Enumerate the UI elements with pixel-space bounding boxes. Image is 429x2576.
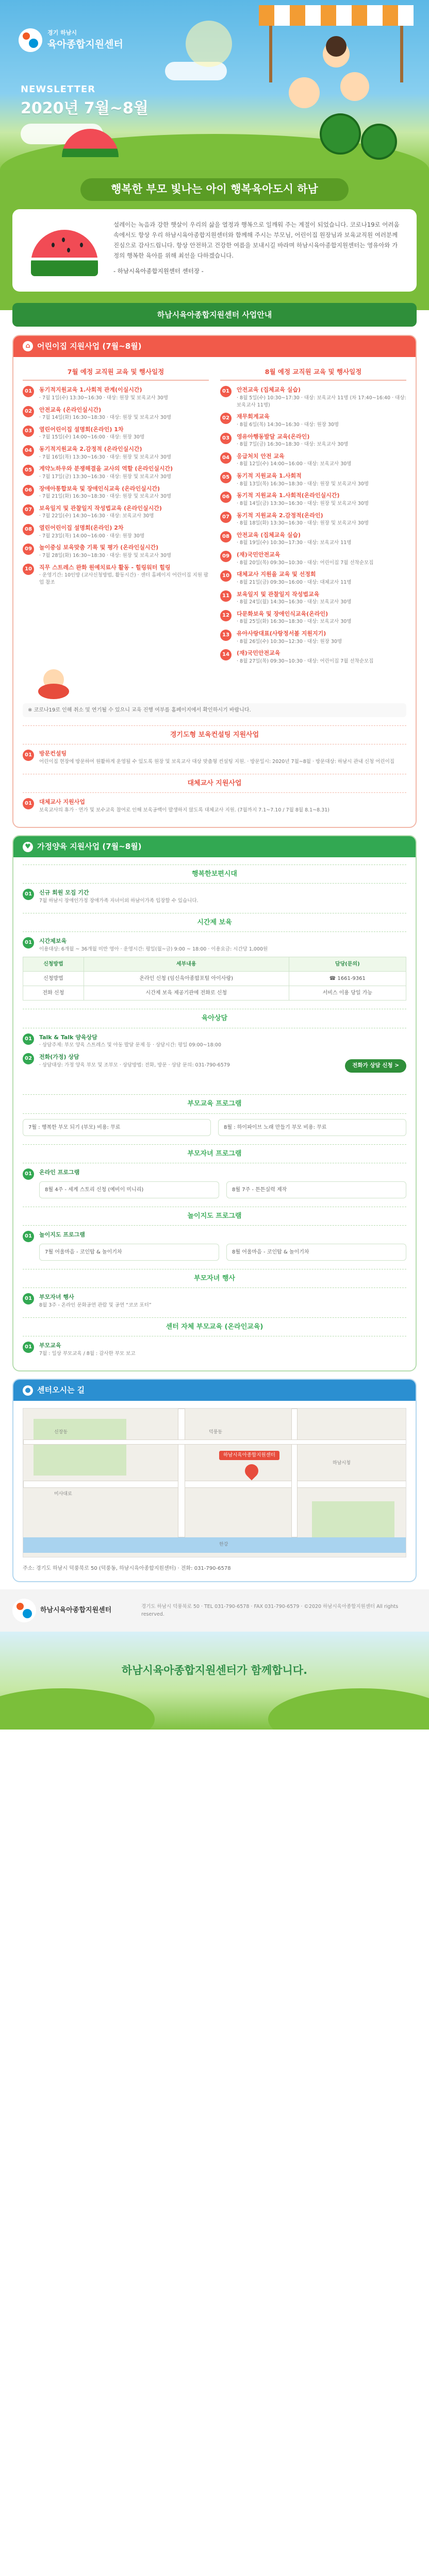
item-title: 동기적 지원교육 1.사회적 bbox=[237, 472, 302, 480]
logo-name: 육아종합지원센터 bbox=[47, 39, 123, 50]
directions-section bbox=[12, 1379, 417, 1582]
item-title: 놀이중심 보육맞춤 기록 및 평가 (온라인실시간) bbox=[39, 544, 159, 551]
schedule-item bbox=[220, 413, 406, 428]
item-number: 05 bbox=[220, 472, 232, 483]
item-detail: · 7월 1일(수) 13:30~16:30 · 대상: 원장 및 보육교사 30명 bbox=[39, 395, 169, 401]
footer bbox=[0, 1589, 429, 1632]
address-text: 주소: 경기도 하남시 덕풍북로 50 (덕풍동, 하남시육아종합지원센터) · 전화: 031-790-6578 bbox=[23, 1565, 231, 1571]
schedule-item bbox=[220, 472, 406, 487]
item-number: 01 bbox=[23, 1231, 34, 1242]
schedule-item bbox=[220, 531, 406, 547]
item-number: 09 bbox=[220, 551, 232, 562]
item-number: 09 bbox=[23, 544, 34, 555]
schedule-item bbox=[220, 433, 406, 448]
child-illustration bbox=[340, 72, 369, 101]
watermelon-slice-icon bbox=[26, 219, 103, 281]
item-number: 10 bbox=[23, 564, 34, 575]
consulting-title: 경기도형 보육컨설팅 지원사업 bbox=[23, 725, 406, 745]
schedule-item bbox=[220, 386, 406, 409]
item-title: 동기적 지원교육 2.감정적(온라인) bbox=[237, 512, 323, 519]
item-title: 열린어린이집 설명회(온라인) 1차 bbox=[39, 426, 124, 433]
intro-title: 행복한 부모 빛나는 아이 행복육아도시 하남 bbox=[80, 178, 349, 201]
item-number: 10 bbox=[220, 570, 232, 582]
table-header: 세부내용 bbox=[84, 957, 289, 972]
schedule-item bbox=[220, 590, 406, 606]
item-detail: · 8월 6일(목) 14:30~16:30 · 대상: 원장 30명 bbox=[237, 421, 339, 428]
item-title: 동기적지원교육 1.사회적 관계(이실시간) bbox=[39, 386, 142, 394]
logo-icon bbox=[19, 28, 42, 52]
item-detail: · 7월 28일(화) 16:30~18:30 · 대상: 원장 및 보육교사 30명 bbox=[39, 552, 172, 558]
item-number: 01 bbox=[23, 889, 34, 900]
item-detail: · 8월 18일(화) 13:30~16:30 · 대상: 원장 및 보육교사 30명 bbox=[237, 520, 369, 527]
item-detail: 8월 3주 - 온라인 문화공연 관람 및 공연 “코코 포터” bbox=[39, 1302, 152, 1308]
item-number: 01 bbox=[23, 1033, 34, 1045]
august-schedule-list bbox=[220, 386, 406, 665]
section-title: 센터오시는 길 bbox=[37, 1385, 85, 1395]
program-box: 7월 : 행복한 부모 되기 (부모) 비용: 무료 bbox=[23, 1119, 211, 1136]
item-number: 01 bbox=[23, 750, 34, 761]
item-title: Talk & Talk 양육상담 bbox=[39, 1033, 97, 1041]
schedule-item bbox=[220, 570, 406, 586]
watermelon-icon bbox=[320, 113, 361, 155]
cancel-notice: ※ 코로나19로 인해 취소 및 연기될 수 있으니 교육 진행 여부를 홈페이지에서 확인하시기 바랍니다. bbox=[23, 703, 406, 717]
item-detail: · 8월 13일(목) 16:30~18:30 · 대상: 원장 및 보육교사 30명 bbox=[237, 481, 369, 487]
schedule-item bbox=[220, 610, 406, 625]
schedule-item bbox=[220, 649, 406, 665]
item-detail: · 7월 15일(수) 14:00~16:00 · 대상: 원장 30명 bbox=[39, 434, 145, 440]
item-number: 01 bbox=[23, 937, 34, 948]
item-detail: · 8월 5일(수) 10:30~17:30 · 대상: 보육교사 11명 (차 17:40~16:40 · 대상: 보육교사 11명) bbox=[237, 395, 406, 408]
grass-hill bbox=[0, 1688, 155, 1730]
item-title: 대체교사 지원을 교육 및 선정회 bbox=[237, 571, 316, 578]
item-detail: · 상담주제: 부모 양육 스트레스 및 아동 발달 문제 등 · 상담시간: 평일 09:00~18:00 bbox=[39, 1042, 222, 1048]
item-number: 01 bbox=[23, 386, 34, 397]
section-title: 가정양육 지원사업 (7월~8월) bbox=[37, 842, 142, 852]
grass-hill bbox=[268, 1688, 429, 1730]
item-number: 07 bbox=[220, 512, 232, 523]
item-number: 02 bbox=[220, 413, 232, 424]
schedule-item bbox=[23, 524, 209, 539]
schedule-item bbox=[23, 406, 209, 421]
family-event-title: 부모자녀 행사 bbox=[23, 1269, 406, 1289]
schedule-item bbox=[23, 445, 209, 461]
intro-section bbox=[0, 170, 429, 310]
intro-signature: - 하남시육아종합지원센터 센터장 - bbox=[113, 267, 204, 275]
item-number: 01 bbox=[23, 1342, 34, 1353]
item-detail: 7월 하남시 장애인가정 장애가족 자녀이외 하남이가족 입장할 수 있습니다. bbox=[39, 897, 199, 904]
watermelon-icon bbox=[361, 124, 397, 160]
item-number: 06 bbox=[23, 485, 34, 496]
item-title: 안전교육 (집체교육 실습) bbox=[237, 531, 301, 538]
schedule-item bbox=[23, 544, 209, 559]
logo-city: 경기 하남시 bbox=[47, 29, 77, 36]
item-number: 04 bbox=[220, 452, 232, 464]
item-detail: · 8월 24일(월) 14:30~16:30 · 대상: 보육교사 30명 bbox=[237, 599, 352, 605]
membership-title: 행복한보편시대 bbox=[23, 865, 406, 884]
table-header: 신청방법 bbox=[23, 957, 84, 972]
map-label: 신장동 bbox=[54, 1429, 68, 1435]
family-support-section bbox=[12, 835, 417, 1371]
map-label: 덕풍동 bbox=[209, 1429, 223, 1435]
program-banner: 하남시육아종합지원센터 사업안내 bbox=[12, 303, 417, 327]
item-title: 부모자녀 행사 bbox=[39, 1294, 74, 1301]
item-detail: · 7월 14일(화) 16:30~18:30 · 대상: 원장 및 보육교사 30명 bbox=[39, 415, 172, 421]
item-number: 01 bbox=[23, 1168, 34, 1180]
item-title: 영유아행동발달 교육(온라인) bbox=[237, 433, 310, 440]
schedule-item bbox=[220, 492, 406, 507]
item-number: 08 bbox=[220, 531, 232, 543]
program-box: 8월 어울마음 - 코인탑 & 놀이기차 bbox=[226, 1244, 406, 1261]
item-number: 03 bbox=[23, 426, 34, 437]
drum-kids-illustration bbox=[23, 669, 406, 700]
item-number: 01 bbox=[23, 1293, 34, 1304]
item-title: 놀이지도 프로그램 bbox=[39, 1231, 85, 1239]
item-title: 재무회계교육 bbox=[237, 413, 270, 420]
item-detail: · 8월 21일(금) 09:30~16:00 · 대상: 대체교사 11명 bbox=[237, 579, 352, 585]
item-detail: 7월 : 일상 부모교육 / 8월 : 감사한 부모 보고 bbox=[39, 1350, 136, 1357]
item-number: 06 bbox=[220, 492, 232, 503]
item-detail: 이용대상: 6개월 ~ 36개월 미만 영아 · 운영시간: 평일(월~금) 9:00 ~ 18:00 · 이용요금: 시간당 1,000원 bbox=[39, 946, 268, 952]
parent-child-program-title: 부모자녀 프로그램 bbox=[23, 1144, 406, 1164]
substitute-teacher-title: 대체교사 지원사업 bbox=[23, 774, 406, 793]
program-box: 7월 어울마음 - 코인탑 & 놀이기차 bbox=[39, 1244, 219, 1261]
item-detail: 어린이집 현장에 방문하여 원활하게 운영될 수 있도록 원장 및 보육교사 대상 맞춤형 컨설팅 지원. · 방문일시: 2020년 7월~8월 · 방문대상: 하남시 관내 신청 어린이집 bbox=[39, 758, 394, 765]
table-row: 전화 신청 시간제 보육 제공기관에 전화로 신청 서비스 이용 당일 가능 bbox=[23, 986, 406, 1001]
item-detail: 보육교사의 휴가 · 연가 및 보수교육 참여로 인해 보육공백이 발생하지 않도록 대체교사 지원. (7월까지 7.1~7.10 / 7월 8월 8.1~8.31) bbox=[39, 807, 330, 813]
item-title: 동기적 지원교육 1.사회적(온라인실시간) bbox=[237, 492, 340, 499]
item-detail: · 상담대상: 가정 양육 부모 및 조부모 · 상담방법: 전화, 방문 · 상담 문의: 031-790-6579 bbox=[39, 1062, 230, 1068]
item-title: 유아사랑대표(사랑정서볼 지원지기) bbox=[237, 630, 326, 637]
item-number: 03 bbox=[220, 433, 232, 444]
map-pin-icon[interactable] bbox=[242, 1461, 261, 1480]
item-title: 열린어린이집 설명회(온라인) 2차 bbox=[39, 524, 124, 532]
intro-message: 설레이는 녹음과 강한 햇살이 우리의 삶을 열정과 행복으로 일깨워 주는 계절이 되었습니다. 코로나19로 어려움 속에서도 항상 우리 하남시육아종합지원센터와 함께해 주시는 부모님, 어린이집 원장님과 보육교직원 여러분께 진심으로 감사드립니다. 항상 안전하고 건강한 여름을 보내시길 바라며 하남시육아종합지원센터는 영유아와 가정의 행복한 육아를 위해 최선을 다하겠습니다. bbox=[113, 221, 400, 259]
item-detail: · 8월 26일(수) 10:30~12:30 · 대상: 원장 30명 bbox=[237, 638, 342, 645]
map-label: 미사대로 bbox=[54, 1491, 72, 1497]
footer-org-name: 하남시육아종합지원센터 bbox=[40, 1606, 112, 1615]
item-title: 시간제보육 bbox=[39, 938, 67, 945]
item-title: 대체교사 지원사업 bbox=[39, 799, 85, 805]
parent-education-title: 부모교육 프로그램 bbox=[23, 1094, 406, 1114]
item-detail: · 7월 16일(목) 13:30~16:30 · 대상: 원장 및 보육교사 30명 bbox=[39, 454, 172, 460]
bottom-illustration bbox=[0, 1632, 429, 1730]
footer-info: 경기도 하남시 덕풍북로 50 · TEL 031-790-6578 · FAX 031-790-6579 · ©2020 하남시육아종합지원센터 All rights reserved. bbox=[141, 1603, 399, 1617]
table-header: 담당(문의) bbox=[289, 957, 406, 972]
map-label: 하남시청 bbox=[333, 1460, 351, 1466]
child-illustration bbox=[289, 77, 320, 108]
item-detail: · 8월 12일(수) 14:00~16:00 · 대상: 보육교사 30명 bbox=[237, 461, 352, 467]
august-schedule-title: 8월 예정 교직원 교육 및 행사일정 bbox=[220, 364, 406, 381]
item-number: 14 bbox=[220, 649, 232, 660]
item-detail: · 8월 7일(금) 16:30~18:30 · 대상: 보육교사 30명 bbox=[237, 442, 349, 448]
hourly-care-title: 시간제 보육 bbox=[23, 913, 406, 933]
item-number: 11 bbox=[220, 590, 232, 602]
item-number: 02 bbox=[23, 406, 34, 417]
hero-banner bbox=[0, 0, 429, 170]
item-number: 07 bbox=[23, 504, 34, 516]
newsletter-label: NEWSLETTER bbox=[21, 84, 96, 95]
program-box: 8월 : 하이파이브 노래 만들기 부모 비용: 무료 bbox=[218, 1119, 406, 1136]
item-title: 신규 회원 모집 기간 bbox=[39, 889, 89, 896]
item-title: 계약노하우와 분쟁해결을 교사의 역할 (온라인실시간) bbox=[39, 465, 173, 472]
item-title: 보육일지 및 관찰일지 작성법교육 bbox=[237, 590, 320, 598]
map-pin-icon: ● bbox=[23, 1385, 33, 1396]
schedule-item bbox=[23, 564, 209, 586]
logo-icon bbox=[12, 1599, 36, 1622]
item-title: 방문컨설팅 bbox=[39, 750, 67, 757]
item-detail: · 8월 20일(목) 09:30~10:30 · 대상: 어린이집 7월 선착순모집 bbox=[237, 560, 374, 566]
item-number: 01 bbox=[23, 798, 34, 809]
item-number: 04 bbox=[23, 445, 34, 456]
item-detail: · 8월 27일(목) 09:30~10:30 · 대상: 어린이집 7월 선착순모집 bbox=[237, 658, 374, 664]
item-detail: · 8월 14일(금) 13:30~16:30 · 대상: 원장 및 보육교사 30명 bbox=[237, 500, 369, 506]
program-box: 8월 4주 - 세계 스토리 신청 (예비이 미니리) bbox=[39, 1181, 219, 1198]
item-title: 장애아통합보육 및 장애인식교육 (온라인실시간) bbox=[39, 485, 160, 492]
item-title: 부모교육 bbox=[39, 1342, 61, 1349]
item-detail: · 8월 19일(수) 10:30~17:30 · 대상: 보육교사 11명 bbox=[237, 540, 352, 546]
table-row: 신청방법 온라인 신청 (임신육아종합포털 아이사랑) ☎ 1661-9361 bbox=[23, 972, 406, 986]
item-title: 온라인 프로그램 bbox=[39, 1169, 80, 1176]
house-icon: ⌂ bbox=[23, 341, 33, 351]
family-icon: ♥ bbox=[23, 842, 33, 852]
online-education-title: 센터 자체 부모교육 (온라인교육) bbox=[23, 1317, 406, 1337]
item-title: 보육일지 및 관찰일지 작성법교육 (온라인실시간) bbox=[39, 504, 162, 512]
item-detail: · 7월 22일(수) 14:30~16:30 · 대상: 보육교사 30명 bbox=[39, 513, 154, 519]
item-number: 02 bbox=[23, 1053, 34, 1064]
daycare-support-section bbox=[12, 335, 417, 828]
item-detail: · 7월 21일(화) 16:30~18:30 · 대상: 원장 및 보육교사 30명 bbox=[39, 494, 172, 500]
issue-date: 2020년 7월~8월 bbox=[21, 99, 148, 117]
schedule-item bbox=[23, 504, 209, 520]
item-number: 08 bbox=[23, 524, 34, 535]
schedule-item bbox=[23, 426, 209, 441]
location-map[interactable] bbox=[23, 1408, 406, 1557]
center-location-label: 하남시육아종합지원센터 bbox=[219, 1451, 279, 1460]
striped-awning-illustration bbox=[259, 5, 414, 82]
closing-message: 하남시육아종합지원센터가 함께합니다. bbox=[121, 1664, 308, 1676]
schedule-item bbox=[220, 452, 406, 468]
application-table bbox=[23, 957, 406, 1001]
item-title: 안전교육 (집체교육 실습) bbox=[237, 386, 301, 394]
schedule-item bbox=[220, 512, 406, 527]
counseling-title: 육아상담 bbox=[23, 1009, 406, 1028]
sun-decoration bbox=[186, 21, 232, 67]
item-number: 05 bbox=[23, 465, 34, 476]
item-title: 전화(가정) 상담 bbox=[39, 1054, 79, 1061]
item-title: 응급처치 안전 교육 bbox=[237, 452, 285, 460]
item-title: (재)국민안전교육 bbox=[237, 551, 280, 558]
july-schedule-list bbox=[23, 386, 209, 586]
schedule-item bbox=[220, 630, 406, 645]
july-schedule-title: 7월 예정 교직원 교육 및 행사일정 bbox=[23, 364, 209, 381]
item-detail: · 7월 23일(목) 14:00~16:00 · 대상: 원장 30명 bbox=[39, 533, 145, 539]
center-logo[interactable] bbox=[19, 25, 153, 56]
consult-request-button[interactable]: 전화가 상담 신청 > bbox=[345, 1059, 406, 1073]
item-number: 13 bbox=[220, 630, 232, 641]
play-guide-title: 놀이지도 프로그램 bbox=[23, 1207, 406, 1226]
item-number: 12 bbox=[220, 610, 232, 621]
schedule-item bbox=[23, 465, 209, 480]
schedule-item bbox=[23, 485, 209, 500]
item-title: 직무 스트레스 완화 원예치료사 활동 - 힐링워터 힐링 bbox=[39, 564, 171, 571]
section-title: 어린이집 지원사업 (7월~8월) bbox=[37, 342, 142, 351]
item-number: 01 bbox=[220, 386, 232, 397]
item-detail: · 8월 25일(화) 16:30~18:30 · 대상: 보육교사 30명 bbox=[237, 619, 352, 625]
item-detail: · 7월 17일(금) 13:30~16:30 · 대상: 원장 및 보육교사 30명 bbox=[39, 473, 172, 480]
item-title: 다문화보육 및 장애인식교육(온라인) bbox=[237, 610, 328, 617]
item-detail: · 운영기간: 10인방 (교사신청방법, 활동시간) · 센터 홈페이지 어린이집 지원 팝업 참조 bbox=[39, 572, 209, 585]
program-box: 8월 7주 - 튼튼실력 제작 bbox=[226, 1181, 406, 1198]
map-label: 한강 bbox=[219, 1541, 228, 1547]
schedule-item bbox=[23, 386, 209, 401]
item-title: 동기적지원교육 2.감정적 (온라인실시간) bbox=[39, 446, 142, 453]
item-title: (재)국민안전교육 bbox=[237, 650, 280, 657]
schedule-item bbox=[220, 551, 406, 566]
item-title: 안전교육 (온라인실시간) bbox=[39, 406, 102, 413]
